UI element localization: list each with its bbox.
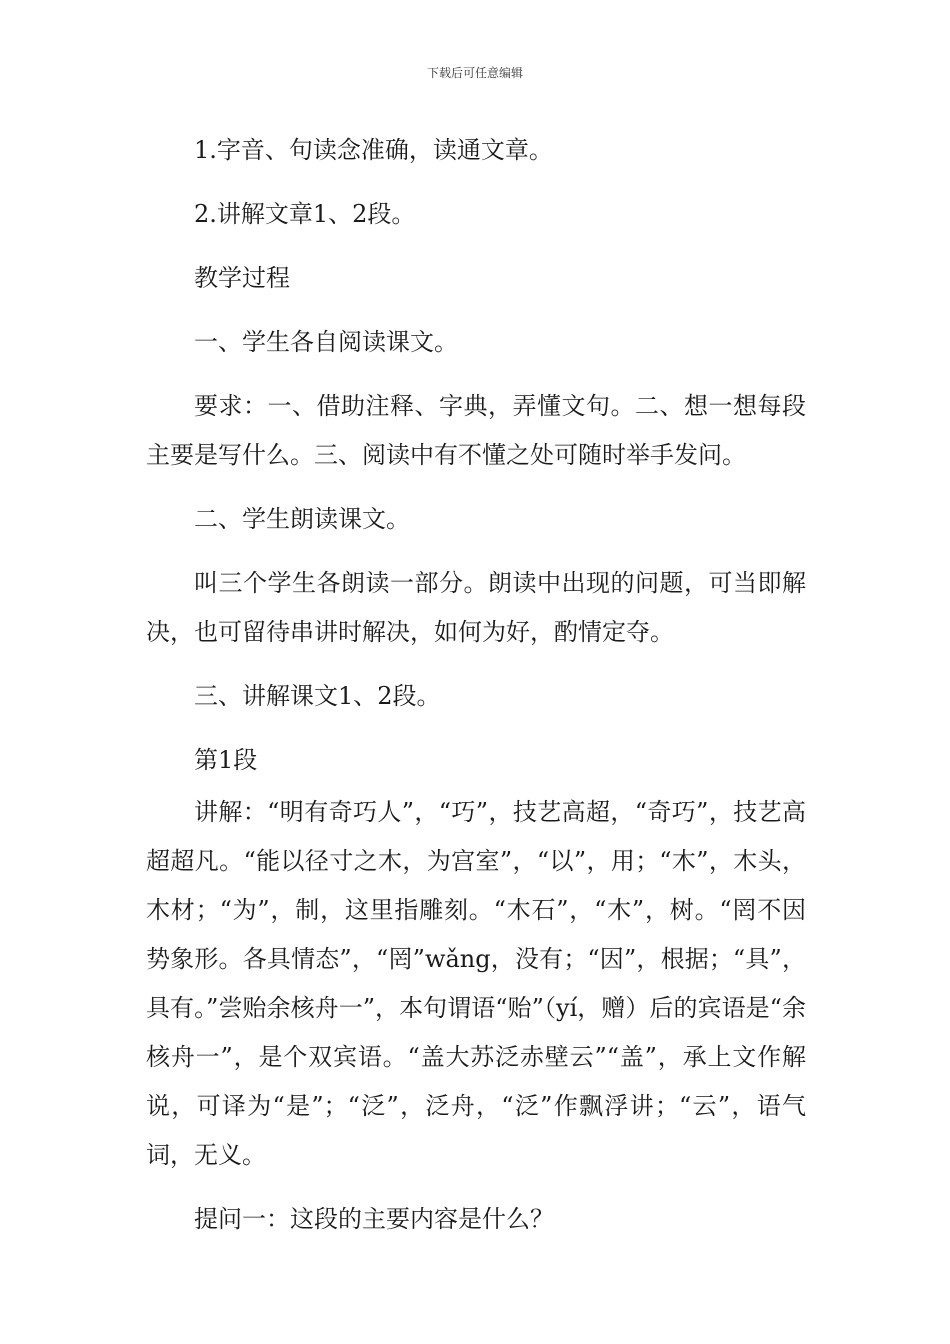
paragraph-question-1: 提问一：这段的主要内容是什么？ <box>194 1205 554 1233</box>
paragraph-step-2-title: 二、学生朗读课文。 <box>194 505 410 533</box>
paragraph-explanation: 讲解：“明有奇巧人”，“巧”，技艺高超，“奇巧”，技艺高超超凡。“能以径寸之木，为宫室”，“以”，用；“木”，木头，木材；“为”，制，这里指雕刻。“木石”，“木”，树。“罔不因势象形。各具情态”，“罔”wǎng，没有；“因”，根据；“具”，具有。”尝贻余核舟一”，本句谓语“贻”（yí，赠）后的宾语是“余核舟一”，是个双宾语。“盖大苏泛赤壁云”“盖”，承上文作解说，可译为“是”；“泛”，泛舟，“泛”作飘浮讲；“云”，语气词，无义。 <box>146 798 806 1169</box>
document-body <box>146 126 806 1259</box>
paragraph-step-1-title: 一、学生各自阅读课文。 <box>194 328 458 356</box>
header-note: 下载后可任意编辑 <box>426 66 523 80</box>
paragraph-section-1-label: 第1段 <box>194 746 258 774</box>
section-heading-teaching-process: 教学过程 <box>194 264 290 292</box>
paragraph-step-3-title: 三、讲解课文1、2段。 <box>194 682 441 710</box>
paragraph-objective-2: 2.讲解文章1、2段。 <box>194 200 416 228</box>
paragraph-step-1-requirements: 要求：一、借助注释、字典，弄懂文句。二、想一想每段主要是写什么。三、阅读中有不懂之处可随时举手发问。 <box>146 392 806 469</box>
paragraph-step-2-detail: 叫三个学生各朗读一部分。朗读中出现的问题，可当即解决，也可留待串讲时解决，如何为好，酌情定夺。 <box>146 569 806 646</box>
paragraph-objective-1: 1.字音、句读念准确，读通文章。 <box>194 136 553 164</box>
